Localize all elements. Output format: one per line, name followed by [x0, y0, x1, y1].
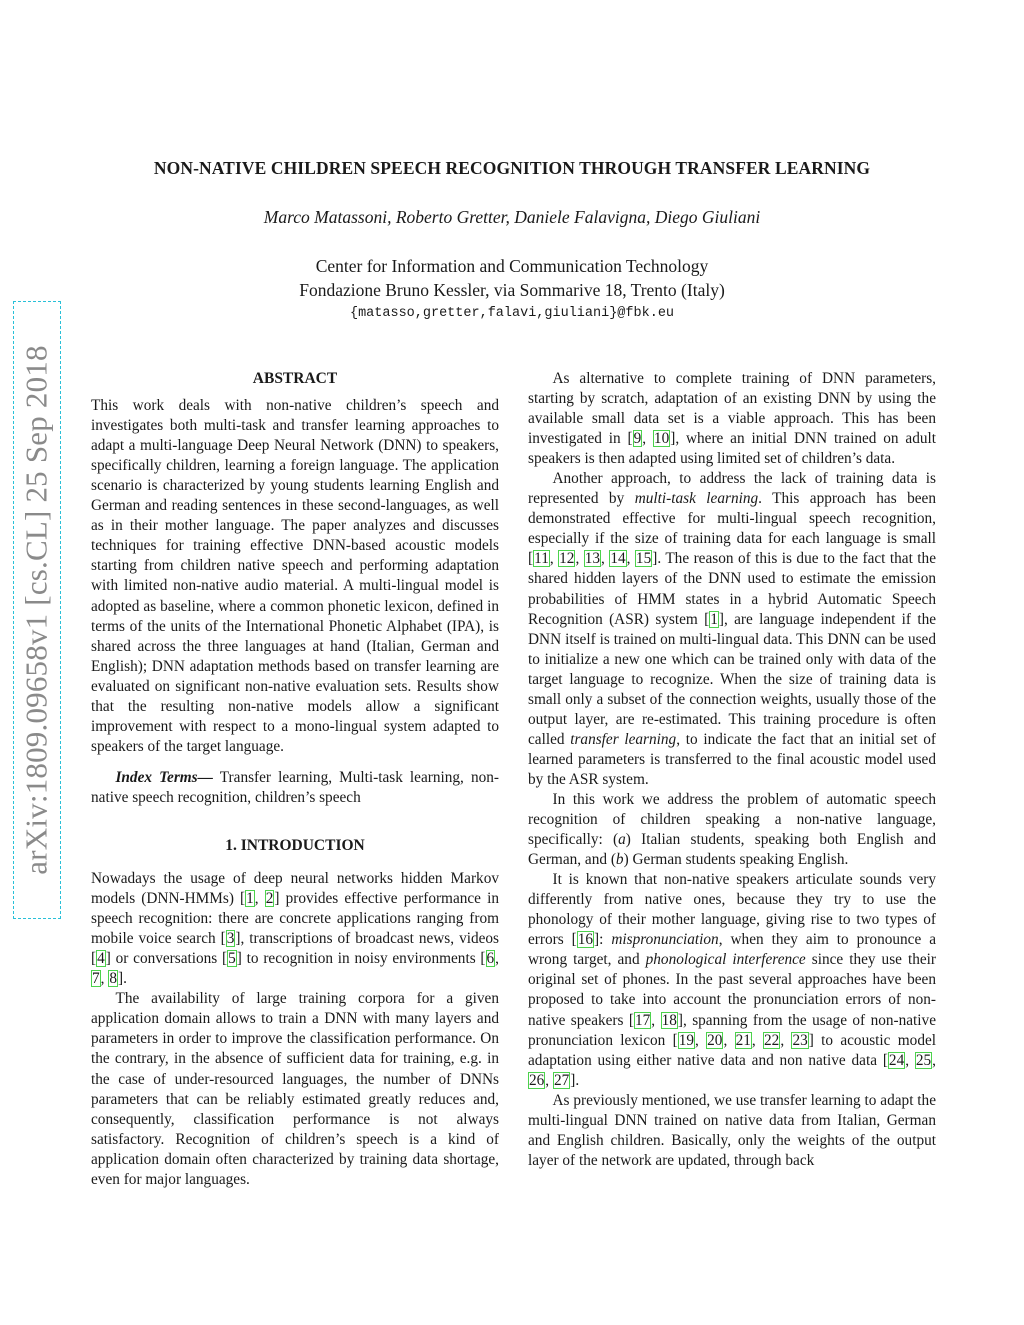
right-paragraph-1: As alternative to complete training of DNN parameters, starting by scratch, adaptation of an existing DNN by using the available small data set is a viable approach. This has been investigated in [9, 10], where an initial DNN trained on adult speakers is then adapted using limited set of children’s data.	[528, 370, 936, 468]
abstract-heading: ABSTRACT	[252, 370, 338, 387]
citation-link[interactable]: 19	[678, 1031, 694, 1049]
citation-link[interactable]: 16	[577, 931, 594, 949]
citation-link[interactable]: 22	[764, 1031, 780, 1049]
citation-link[interactable]: 11	[534, 550, 549, 568]
citation-link[interactable]: 21	[735, 1031, 751, 1049]
right-paragraph-2: Another approach, to address the lack of training data is represented by multi-task learning. This approach has been demonstrated effective for multi-lingual speech recognition, especially if the size of training data for each language is small [11, 12, 13, 14, 15]. The reason of this is due to the fact that the shared hidden layers of the DNN used to estimate the emission probabilities of HMM states in a hybrid Automatic Speech Recognition (ASR) system [1], are language independent if the DNN itself is trained on multi-lingual data. This DNN can be used to initialize a new one which can be trained only with data of the target language to recognize. When the size of training data is small only a subset of the connection weights, usually those of the output layer, are re-estimated. This training procedure is often called transfer learning, to indicate the fact that an initial set of learned parameters is transferred to the final acoustic model used by the ASR system.	[528, 470, 937, 788]
right-column	[528, 369, 936, 1171]
citation-link[interactable]: 2	[265, 890, 274, 908]
introduction-paragraph-1: Nowadays the usage of deep neural networks hidden Markov models (DNN-HMMs) [1, 2] provides effective performance in speech recognition: there are concrete applications ranging from mobile voice search [3], transcriptions of broadcast news, videos [4] or conversations [5] to recognition in noisy environments [6, 7, 8].	[91, 870, 500, 988]
citation-link[interactable]: 9	[633, 430, 642, 448]
right-paragraph-3: In this work we address the problem of automatic speech recognition of children speaking a non-native language, specifically: (a) Italian students, speaking both English and German, and (b) German students speaking English.	[528, 790, 937, 869]
paper-title: NON-NATIVE CHILDREN SPEECH RECOGNITION THROUGH TRANSFER LEARNING	[153, 158, 871, 178]
author-emails: {matasso,gretter,falavi,giuliani}@fbk.eu	[349, 306, 675, 321]
index-terms-label: Index Terms—	[115, 768, 213, 786]
citation-link[interactable]: 13	[584, 550, 601, 568]
affiliation-block	[0, 254, 1024, 326]
introduction-heading: 1. INTRODUCTION	[225, 836, 365, 854]
right-paragraph-4: It is known that non-native speakers articulate sounds very differently from native ones, because they try to use the phonology of their mother language, giving rise to two types of errors [16]: mispronunciation, when they aim to pronounce a wrong target, and phonological interference since they use their original set of phones. In the past several approaches have been proposed to take into account the pronunciation errors of non-native speakers [17, 18], spanning from the usage of non-native pronunciation lexicon [19, 20, 21, 22, 23] to acoustic model adaptation using either native data and non native data [24, 25, 26, 27].	[528, 871, 937, 1089]
citation-link[interactable]: 3	[226, 930, 235, 948]
introduction-paragraph-2: The availability of large training corpora for a given application domain allows to train a DNN with many layers and parameters in order to improve the classification performance. On the contrary, in the absence of sufficient data for training, e.g. in the case of under-resourced languages, the number of DNNs parameters that can be reliably estimated greatly reduces and, consequently, classification performance is not always satisfactory. Recognition of children’s speech is a kind of application domain often characterized by training data shortage, even for major languages.	[91, 990, 499, 1188]
citation-link[interactable]: 14	[610, 550, 626, 568]
citation-link[interactable]: 12	[559, 550, 575, 568]
citation-link[interactable]: 5	[228, 950, 236, 968]
affiliation-line-2: Fondazione Bruno Kessler, via Sommarive 18, Trento (Italy)	[299, 280, 725, 300]
author-list: Marco Matassoni, Roberto Gretter, Daniele Falavigna, Diego Giuliani	[263, 207, 761, 227]
citation-link[interactable]: 1	[710, 610, 718, 628]
arxiv-identifier-stamp	[12, 300, 62, 920]
citation-link[interactable]: 17	[635, 1011, 651, 1029]
citation-link[interactable]: 10	[653, 430, 670, 448]
citation-link[interactable]: 26	[529, 1071, 545, 1089]
citation-link[interactable]: 25	[915, 1051, 932, 1069]
index-terms-list: Transfer learning, Multi-task learning, non-native speech recognition, children’s speech	[91, 768, 499, 806]
citation-link[interactable]: 24	[888, 1051, 905, 1069]
citation-link[interactable]: 8	[109, 970, 117, 988]
citation-link[interactable]: 15	[635, 550, 652, 568]
affiliation-line-1: Center for Information and Communication Technology	[315, 256, 709, 276]
citation-link[interactable]: 4	[97, 950, 105, 968]
citation-link[interactable]: 23	[792, 1031, 808, 1049]
arxiv-identifier-text: arXiv:1809.09658v1 [cs.CL] 25 Sep 2018	[19, 345, 55, 875]
abstract-text: This work deals with non-native children’s speech and investigates both multi-task and transfer learning approaches to adapt a multi-language Deep Neural Network (DNN) to speakers, specifically children, learning a foreign language. The application scenario is characterized by young students learning English and German and reading sentences in these second-languages, as well as in their mother language. The paper analyzes and discusses techniques for training effective DNN-based acoustic models starting from children native speech and performing adaptation with limited non-native audio material. A multi-lingual model is adopted as baseline, where a common phonetic lexicon, defined in terms of the units of the International Phonetic Alphabet (IPA), is shared across the three languages at hand (Italian, German and English); DNN adaptation methods based on transfer learning are evaluated on significant non-native evaluation sets. Results show that the resulting non-native models allow a significant improvement with respect to a mono-lingual system adapted to speakers of the target language.	[91, 397, 499, 755]
citation-link[interactable]: 27	[553, 1071, 570, 1089]
citation-link[interactable]: 7	[92, 970, 100, 988]
index-terms	[91, 768, 499, 808]
left-column	[91, 369, 499, 1190]
right-paragraph-5: As previously mentioned, we use transfer learning to adapt the multi-lingual DNN trained on native data from Italian, German and English children. Basically, only the weights of the output layer of the network are updated, through back	[528, 1091, 936, 1169]
citation-link[interactable]: 6	[486, 950, 495, 968]
citation-link[interactable]: 20	[707, 1031, 723, 1049]
citation-link[interactable]: 1	[246, 890, 254, 908]
citation-link[interactable]: 18	[661, 1011, 677, 1029]
